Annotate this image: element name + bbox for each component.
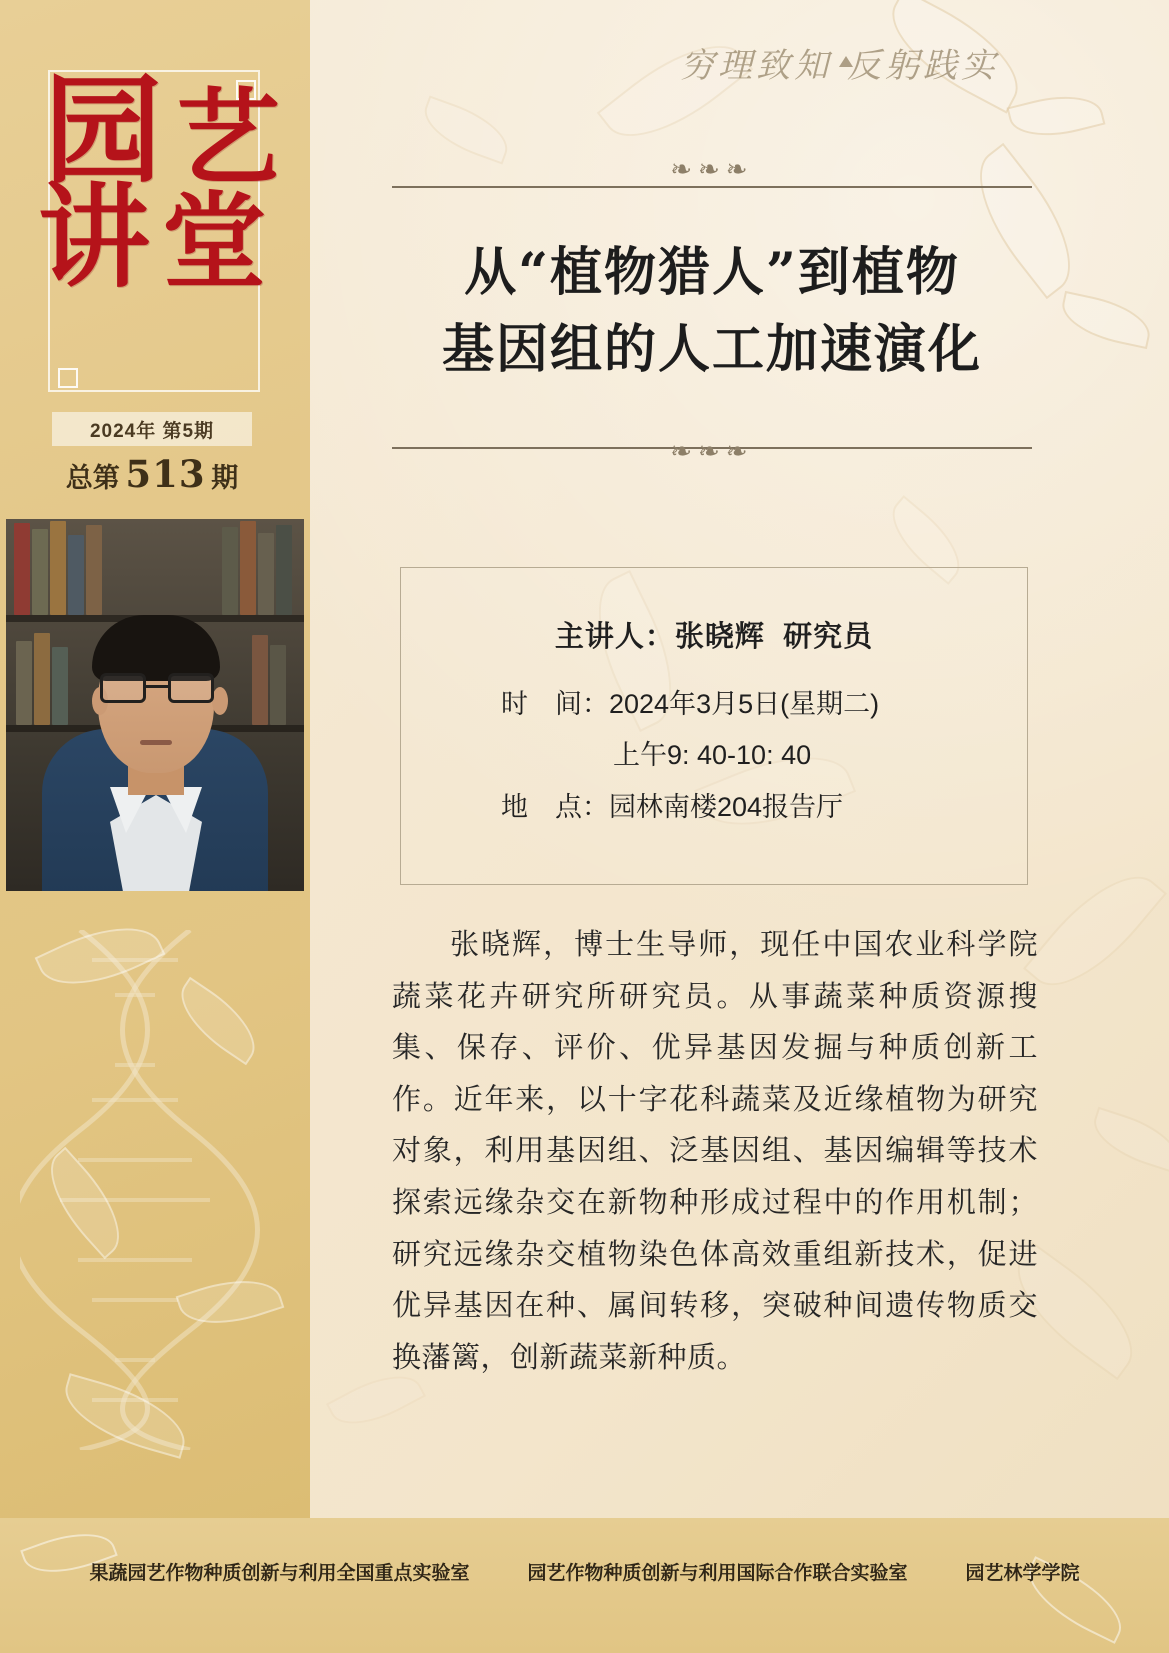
leaf-decoration-icon (1057, 291, 1155, 349)
issue-total (52, 452, 252, 496)
lecture-info-box (400, 567, 1028, 885)
glasses-icon (98, 673, 216, 705)
speaker-role: 研究员 (783, 621, 874, 653)
speaker-bio: 张晓辉，博士生导师，现任中国农业科学院蔬菜花卉研究所研究员。从事蔬菜种质资源搜集、保存、评价、优异基因发掘与种质创新工作。近年来，以十字花科蔬菜及近缘植物为研究对象，利用基因组、泛基因组、基因编辑等技术探索远缘杂交在新物种形成过程中的作用机制；研究远缘杂交植物染色体高效重组新技术，促进优异基因在种、属间转移，突破种间遗传物质交换藩篱，创新蔬菜新种质。 (392, 929, 1038, 1374)
footer-item-3: 园艺林学学院 (965, 1563, 1080, 1584)
place-row (401, 782, 1027, 833)
leaf-decoration-icon (1086, 1107, 1169, 1173)
page-title-line-1: 从“植物猎人”到植物 (464, 242, 960, 303)
footer-item-2: 园艺作物种质创新与利用国际合作联合实验室 (527, 1563, 908, 1584)
time-value-2: 上午9: 40-10: 40 (613, 740, 812, 771)
brand-char-2: 艺 (176, 76, 281, 199)
brand-char-1: 园 (44, 61, 163, 200)
speaker-line (401, 610, 1027, 665)
issue-total-prefix: 总第 (65, 463, 120, 494)
header-slogan: 穷理致知 反躬践实 (680, 46, 999, 86)
footer-labs (0, 1558, 1169, 1585)
slogan-separator-icon (839, 56, 853, 67)
speaker-portrait (6, 519, 304, 891)
footer-band (0, 1518, 1169, 1653)
brand-char-4: 堂 (162, 180, 267, 303)
place-value: 园林南楼204报告厅 (609, 791, 844, 822)
ornament-top-icon: ❧❧❧ (670, 154, 754, 184)
left-brand-column (0, 0, 310, 1518)
time-value: 2024年3月5日(星期二) (609, 689, 880, 720)
brand-char-3: 讲 (38, 172, 150, 303)
time-row (401, 679, 1027, 730)
leaf-decoration-icon (1007, 85, 1106, 146)
issue-total-number: 513 (125, 452, 206, 496)
brand-block (0, 0, 310, 515)
page-title (392, 235, 1032, 389)
issue-badge: 2024年 第5期 (52, 412, 252, 446)
page-title-line-2: 基因组的人工加速演化 (441, 318, 982, 380)
title-rule-top (392, 186, 1032, 188)
leaf-decoration-icon (1023, 854, 1167, 1009)
speaker-name: 张晓辉 (674, 621, 765, 653)
issue-total-suffix: 期 (211, 463, 239, 494)
brand-title (38, 61, 281, 402)
dna-helix-icon (20, 930, 300, 1450)
speaker-label: 主讲人： (554, 621, 675, 653)
footer-item-1: 果蔬园艺作物种质创新与利用全国重点实验室 (89, 1563, 470, 1584)
time-label: 时 间： (501, 689, 609, 720)
time-row-second (401, 730, 1027, 781)
place-label: 地 点： (501, 791, 609, 822)
portrait-mouth (140, 740, 172, 745)
ornament-bottom-icon: ❧❧❧ (670, 436, 754, 466)
